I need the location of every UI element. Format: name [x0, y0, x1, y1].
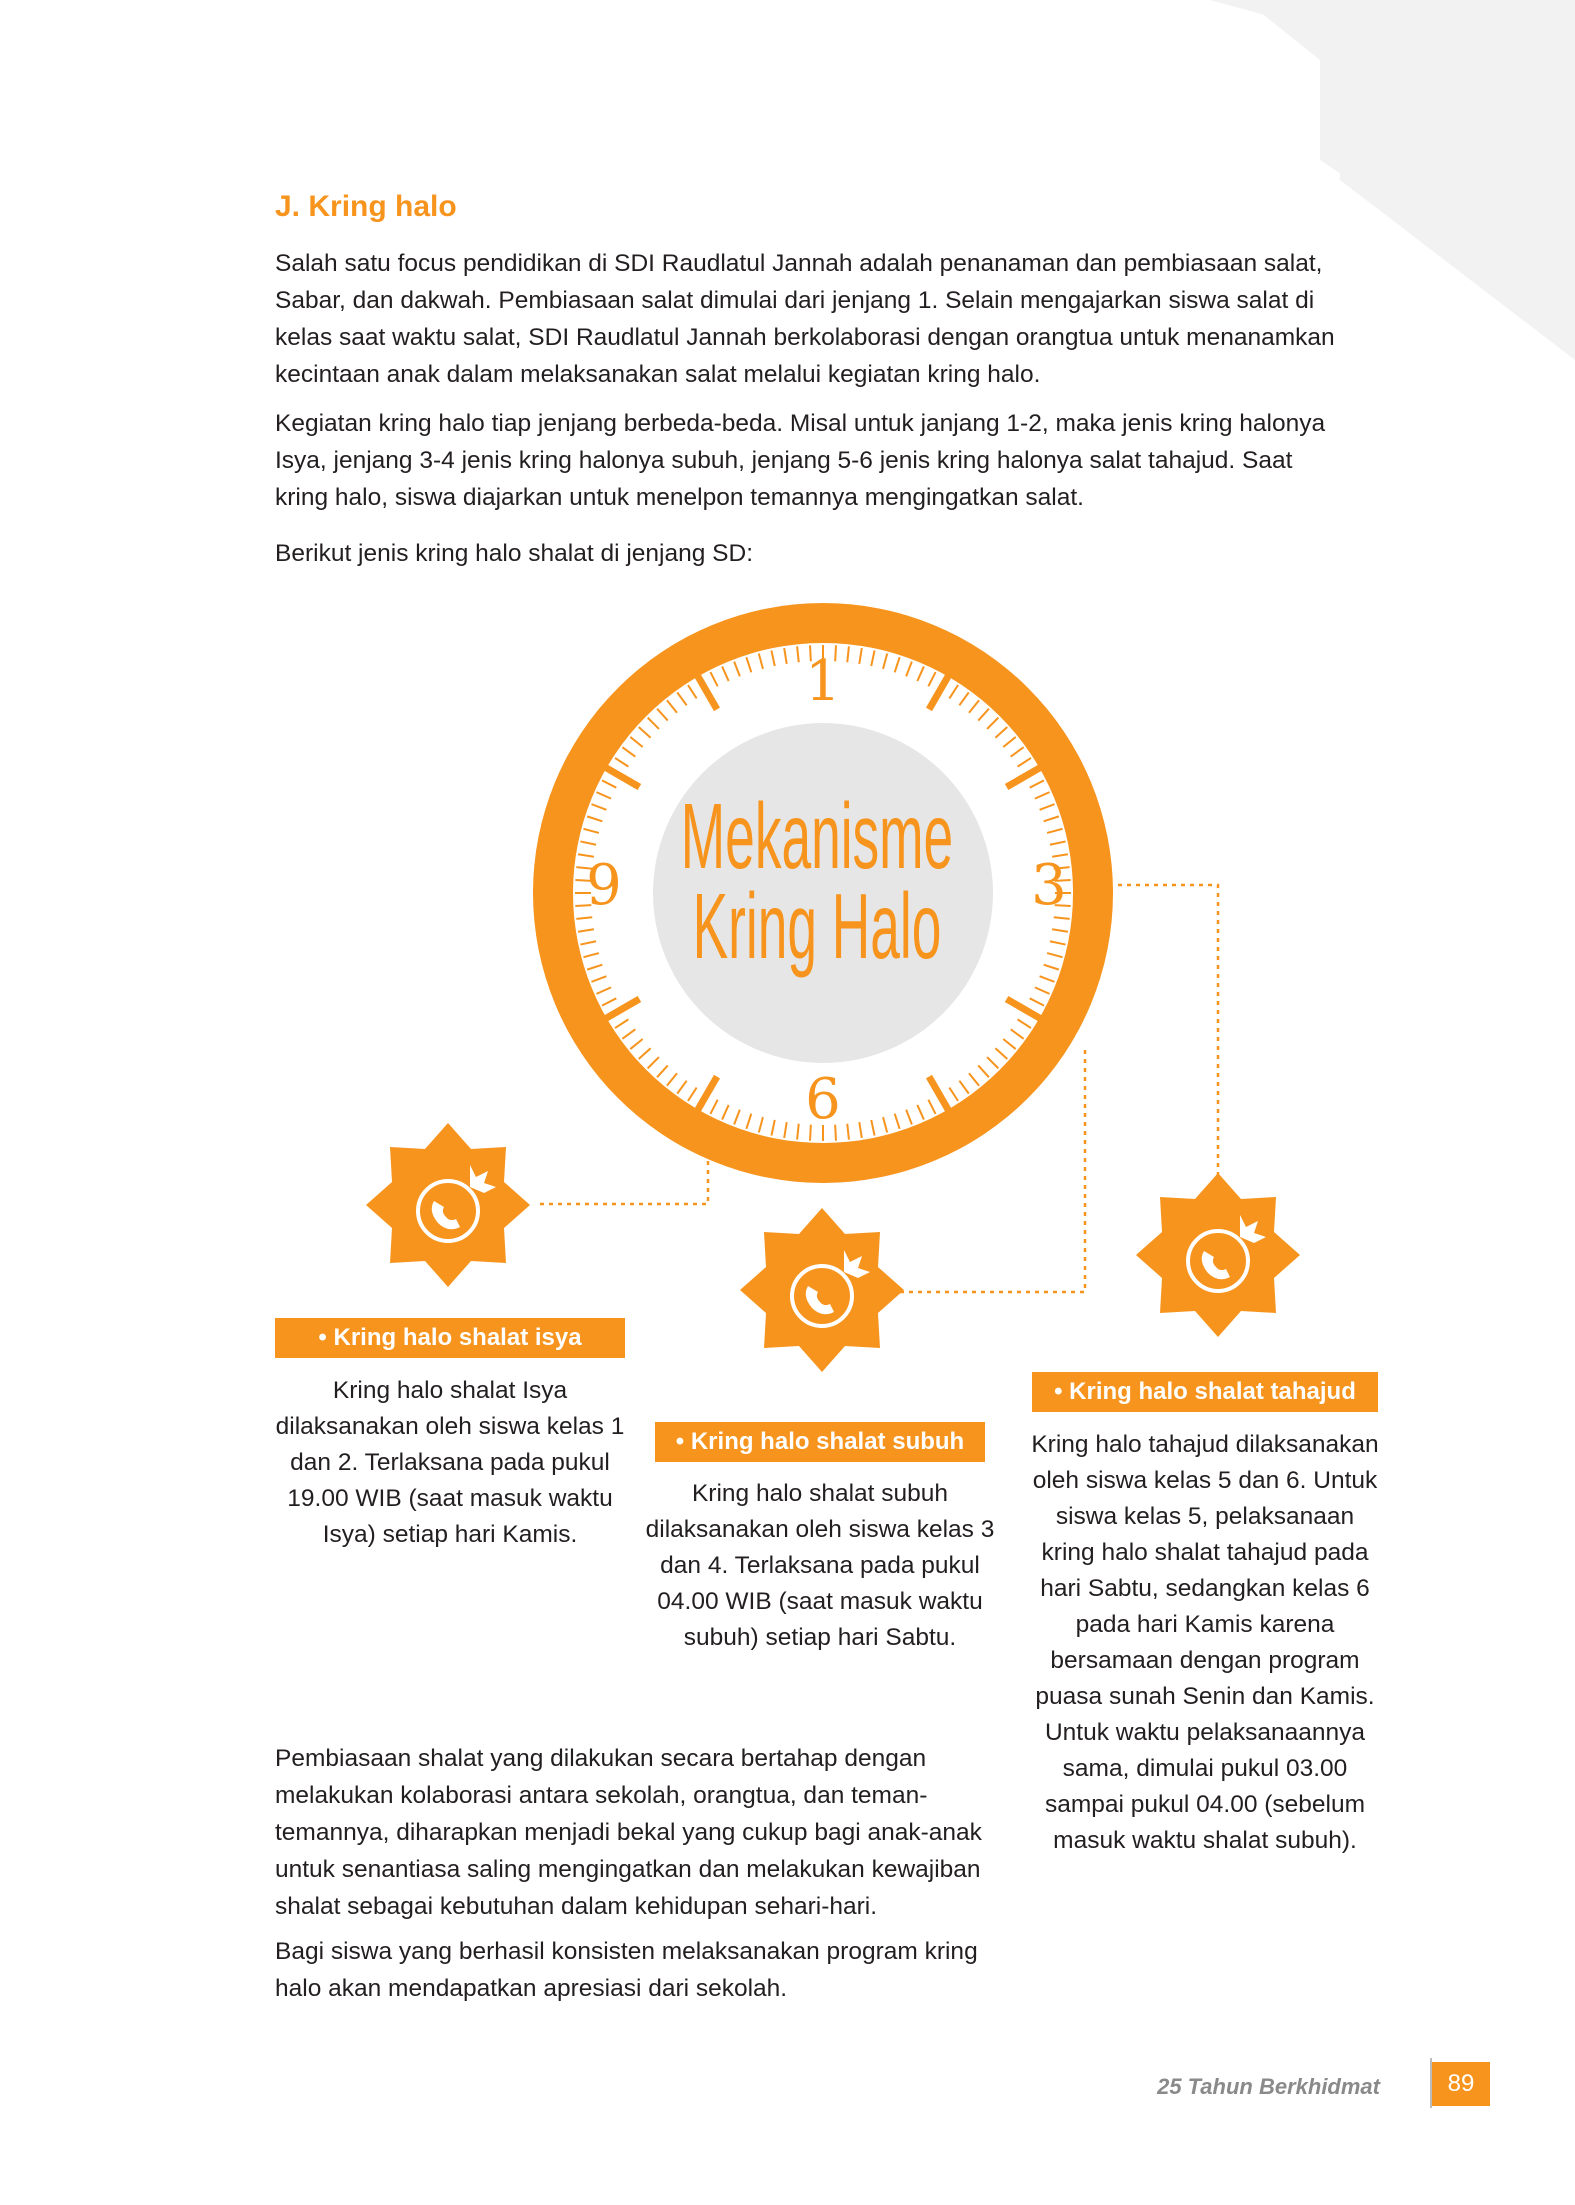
clock-number-9: 9: [586, 853, 622, 918]
isya-description: Kring halo shalat Isya dilaksanakan oleh siswa kelas 1 dan 2. Terlaksana pada pukul 19.00 WIB (saat masuk waktu Isya) setiap hari Kamis.: [275, 1377, 625, 1548]
levels-paragraph: Kegiatan kring halo tiap jenjang berbeda-beda. Misal untuk janjang 1-2, maka jenis kring halonya Isya, jenjang 3-4 jenis kring halonya subuh, jenjang 5-6 jenis kring halonya salat tahajud. Saat kring halo, siswa diajarkan untuk menelpon temannya mengingatkan salat.: [275, 410, 1326, 511]
subuh-heading: • Kring halo shalat subuh: [655, 1422, 985, 1462]
phone-icon: [1136, 1173, 1300, 1337]
diagram-title-line1: Mekanisme: [680, 784, 954, 888]
isya-heading: • Kring halo shalat isya: [275, 1318, 625, 1358]
phone-icon: [740, 1208, 904, 1372]
subuh-description: Kring halo shalat subuh dilaksanakan oleh siswa kelas 3 dan 4. Terlaksana pada pukul 04.00 WIB (saat masuk waktu subuh) setiap hari Sabtu.: [645, 1480, 995, 1651]
intro-paragraph: Salah satu focus pendidikan di SDI Raudlatul Jannah adalah penanaman dan pembiasaan salat, Sabar, dan dakwah. Pembiasaan salat dimulai dari jenjang 1. Selain mengajarkan siswa salat di kelas saat waktu salat, SDI Raudlatul Jannah berkolaborasi dengan orangtua untuk menanamkan kecintaan anak dalam melaksanakan salat melalui kegiatan kring halo.: [275, 250, 1335, 388]
clock-number-6: 6: [805, 1067, 841, 1132]
appreciation-paragraph: Bagi siswa yang berhasil konsisten melaksanakan program kring halo akan mendapatkan apresiasi dari sekolah.: [275, 1938, 978, 2002]
list-intro-paragraph: Berikut jenis kring halo shalat di jenjang SD:: [275, 540, 754, 567]
closing-paragraph: Pembiasaan shalat yang dilakukan secara bertahap dengan melakukan kolaborasi antara sekolah, orangtua, dan teman-temannya, diharapkan menjadi bekal yang cukup bagi anak-anak untuk senantiasa saling mengingatkan dan melakukan kewajiban shalat sebagai kebutuhan dalam kehidupan sehari-hari.: [275, 1745, 982, 1920]
clock-number-1: 1: [805, 649, 841, 714]
clock-number-3: 3: [1031, 853, 1067, 918]
footer-tagline: 25 Tahun Berkhidmat: [1157, 2074, 1380, 2099]
tahajud-description: Kring halo tahajud dilaksanakan oleh siswa kelas 5 dan 6. Untuk siswa kelas 5, pelaksanaan kring halo shalat tahajud pada hari Sabtu, sedangkan kelas 6 pada hari Kamis karena bersamaan dengan program puasa sunah Senin dan Kamis. Untuk waktu pelaksanaannya sama, dimulai pukul 03.00 sampai pukul 04.00 (sebelum masuk waktu shalat subuh).: [1031, 1431, 1379, 1854]
phone-icon: [366, 1123, 530, 1287]
section-title: J. Kring halo: [275, 190, 457, 223]
page-number: 89: [1432, 2062, 1490, 2106]
tahajud-heading: • Kring halo shalat tahajud: [1032, 1372, 1378, 1412]
diagram-title-line2: Kring Halo: [692, 874, 942, 978]
